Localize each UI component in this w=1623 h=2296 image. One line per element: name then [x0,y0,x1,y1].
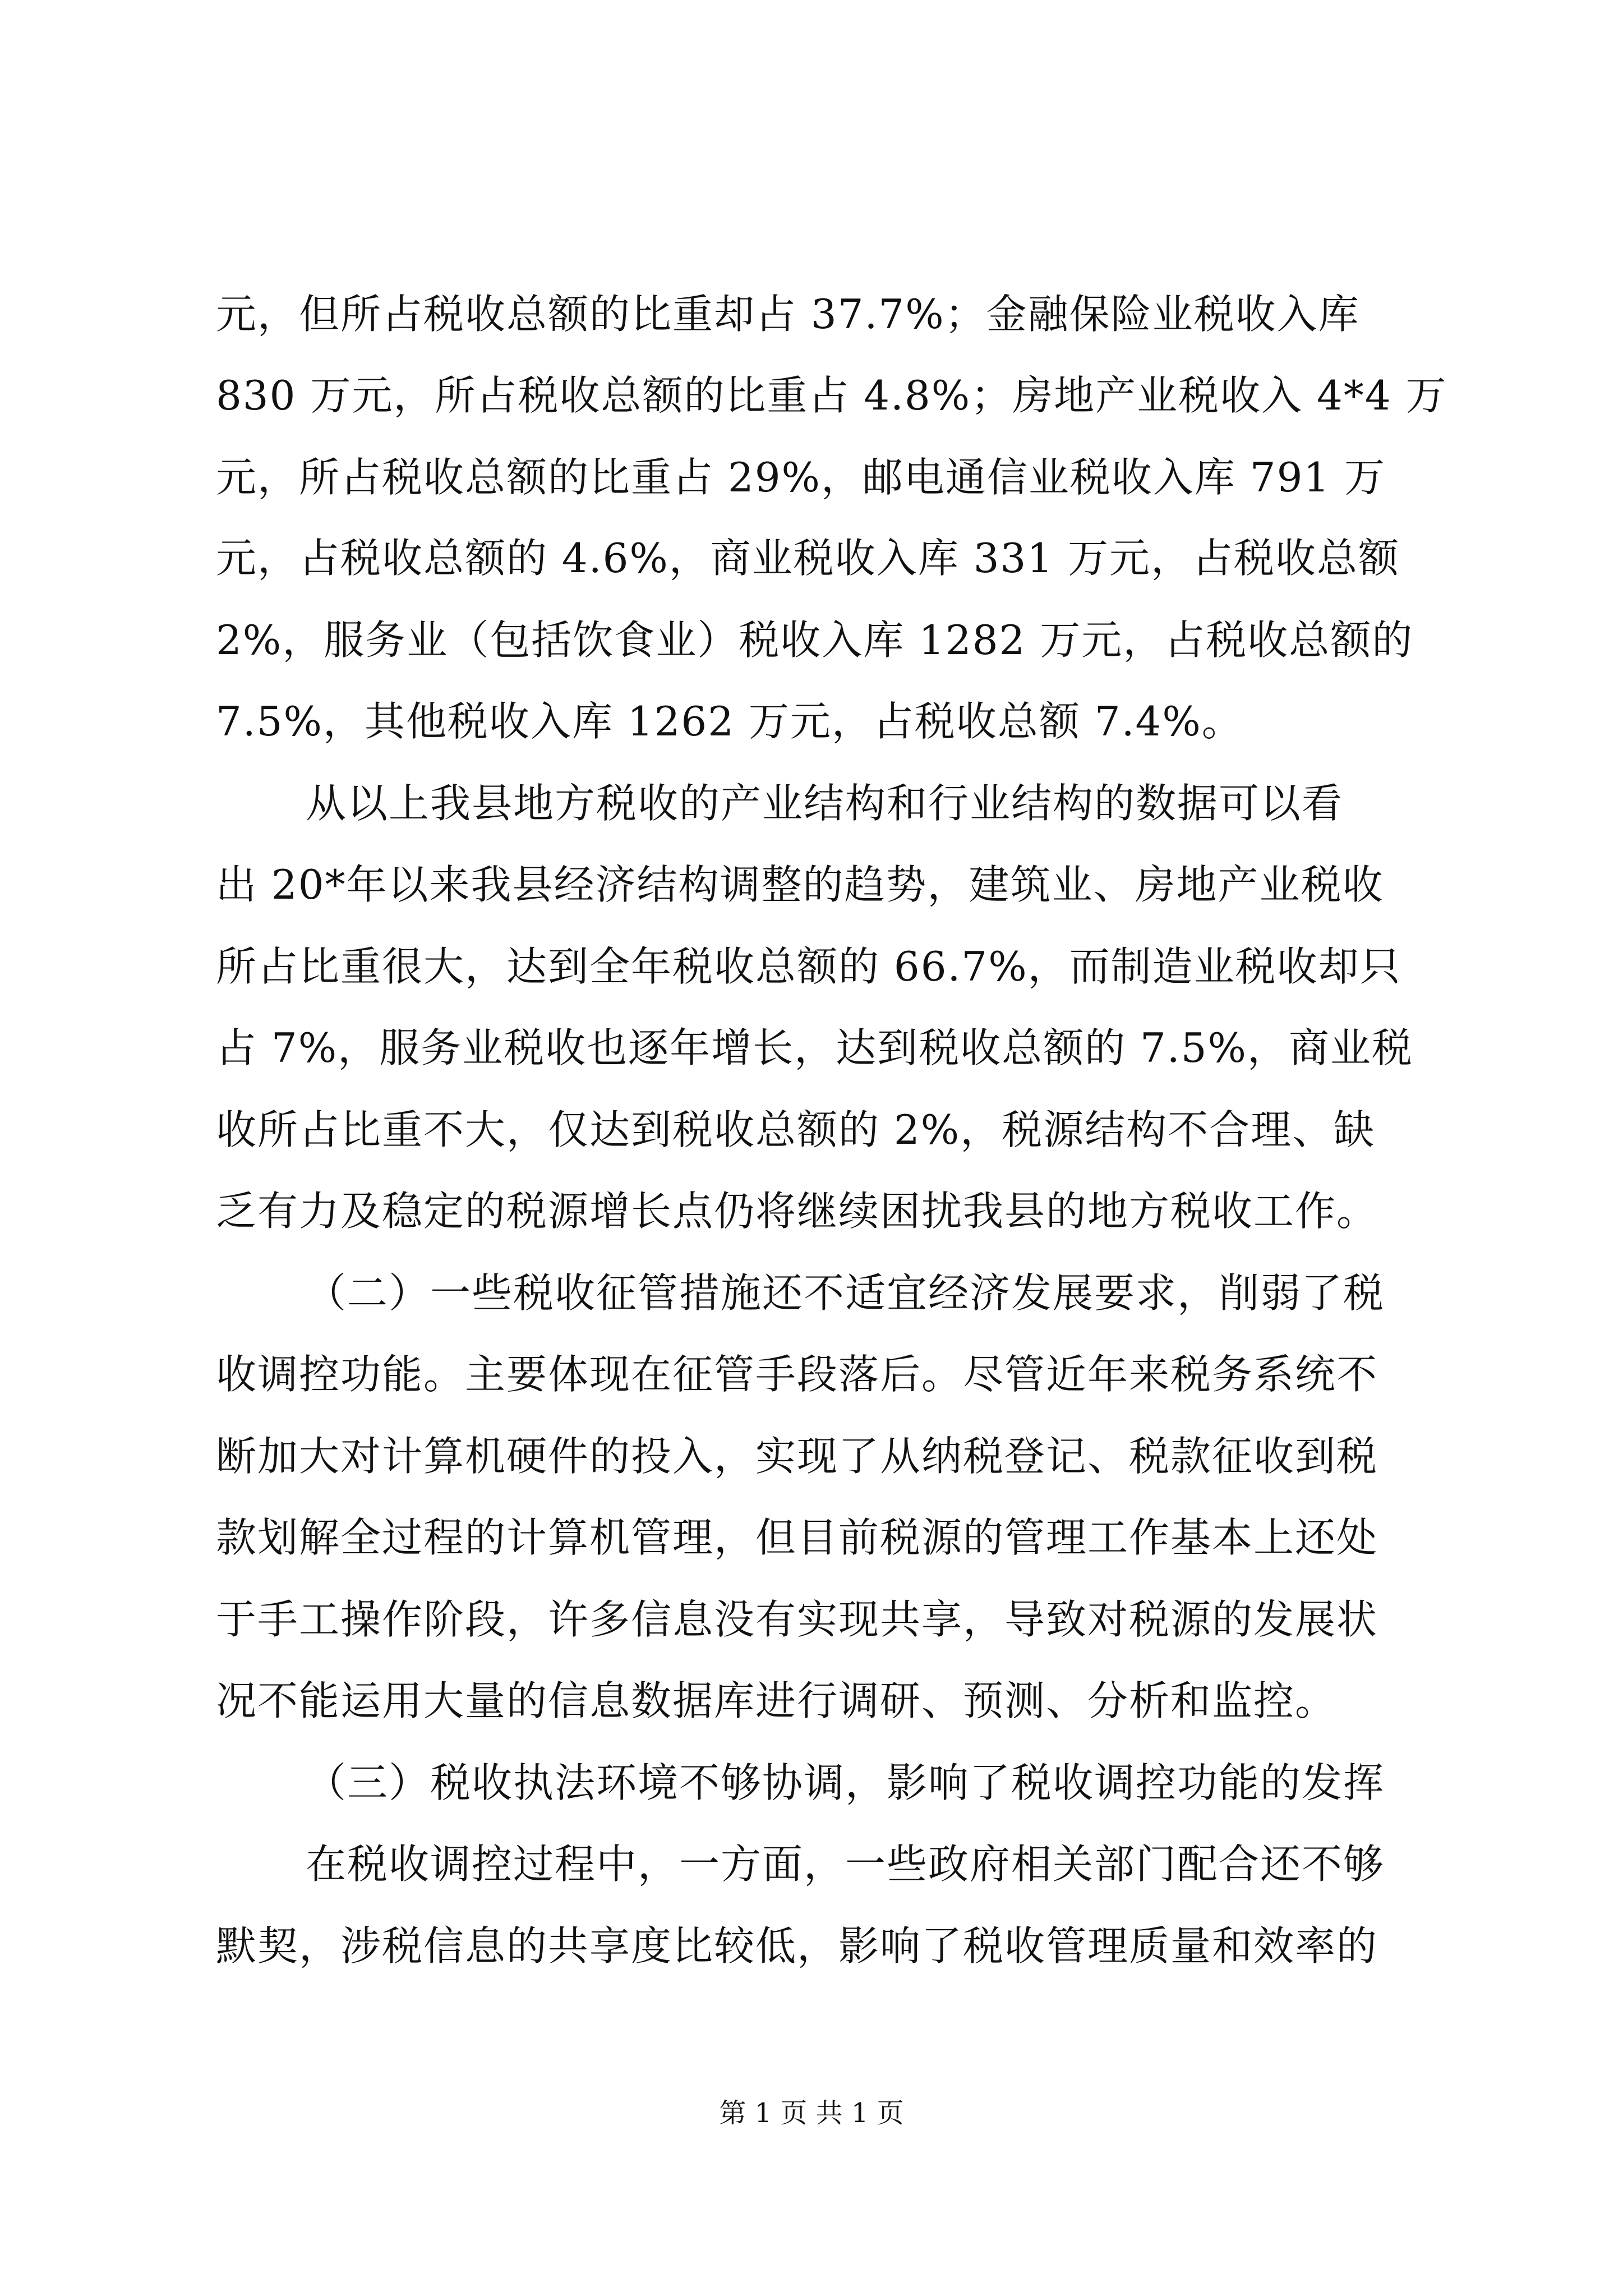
section-heading-3: （三）税收执法环境不够协调，影响了税收调控功能的发挥 [306,1759,1385,1806]
page-footer: 第 1 页 共 1 页 [719,2097,904,2129]
section-heading-2: （二）一些税收征管措施还不适宜经济发展要求，削弱了税 [306,1269,1385,1317]
paragraph-first-line: 从以上我县地方税收的产业结构和行业结构的数据可以看 [306,780,1344,827]
text-line: 断加大对计算机硬件的投入，实现了从纳税登记、税款征收到税 [216,1433,1378,1480]
text-line: 乏有力及稳定的税源增长点仍将继续困扰我县的地方税收工作。 [216,1188,1378,1235]
text-line: 况不能运用大量的信息数据库进行调研、预测、分析和监控。 [216,1677,1337,1724]
text-line: 收所占比重不大，仅达到税收总额的 2%，税源结构不合理、缺 [216,1106,1376,1153]
paragraph-first-line: 在税收调控过程中，一方面，一些政府相关部门配合还不够 [306,1841,1385,1888]
text-line: 元，但所占税收总额的比重却占 37.7%；金融保险业税收入库 [216,291,1360,338]
text-line: 2%，服务业（包括饮食业）税收入库 1282 万元，占税收总额的 [216,616,1414,664]
text-line: 默契，涉税信息的共享度比较低，影响了税收管理质量和效率的 [216,1922,1378,1970]
text-line: 出 20*年以来我县经济结构调整的趋势，建筑业、房地产业税收 [216,861,1384,908]
text-line: 元，所占税收总额的比重占 29%，邮电通信业税收入库 791 万 [216,454,1386,501]
text-line: 所占比重很大，达到全年税收总额的 66.7%，而制造业税收却只 [216,943,1401,990]
text-line: 元，占税收总额的 4.6%，商业税收入库 331 万元，占税收总额 [216,535,1400,582]
text-line: 于手工操作阶段，许多信息没有实现共享，导致对税源的发展状 [216,1596,1378,1643]
text-line: 收调控功能。主要体现在征管手段落后。尽管近年来税务系统不 [216,1351,1378,1398]
text-line: 7.5%，其他税收入库 1262 万元，占税收总额 7.4%。 [216,698,1243,745]
text-line: 款划解全过程的计算机管理，但目前税源的管理工作基本上还处 [216,1514,1378,1561]
text-line: 占 7%，服务业税收也逐年增长，达到税收总额的 7.5%，商业税 [216,1024,1413,1071]
text-line: 830 万元，所占税收总额的比重占 4.8%；房地产业税收入 4*4 万 [216,372,1447,419]
